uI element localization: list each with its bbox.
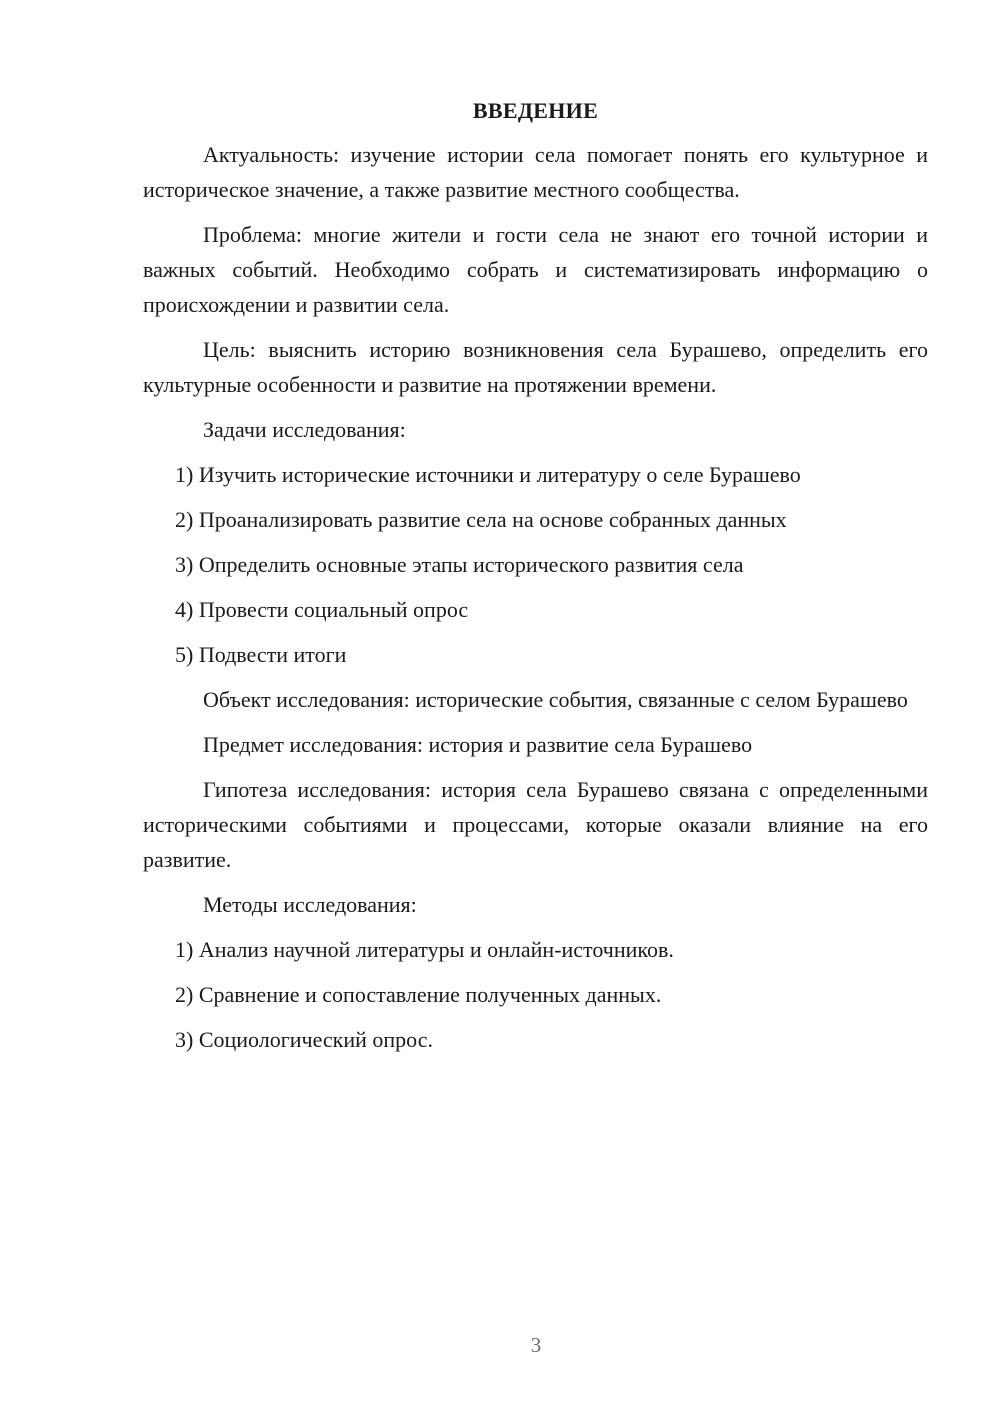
goal-paragraph: Цель: выяснить историю возникновения села Бурашево, определить его культурные особенности и развитие на протяжении времени. — [143, 337, 928, 397]
list-item: 3) Определить основные этапы исторического развития села — [175, 552, 744, 577]
tasks-list — [143, 457, 928, 672]
problem-paragraph: Проблема: многие жители и гости села не знают его точной истории и важных событий. Необходимо собрать и систематизировать информацию о происхождении и развитии села. — [143, 222, 928, 317]
list-item: 1) Изучить исторические источники и литературу о селе Бурашево — [175, 462, 801, 487]
list-item: 3) Социологический опрос. — [175, 1027, 433, 1052]
section-title: ВВЕДЕНИЕ — [472, 98, 599, 123]
list-item: 2) Проанализировать развитие села на основе собранных данных — [175, 507, 787, 532]
relevance-paragraph: Актуальность: изучение истории села помогает понять его культурное и историческое значение, а также развитие местного сообщества. — [143, 142, 928, 202]
methods-list — [143, 932, 928, 1057]
methods-heading: Методы исследования: — [203, 892, 417, 917]
list-item: 5) Подвести итоги — [175, 642, 347, 667]
document-page — [143, 95, 928, 1067]
list-item: 2) Сравнение и сопоставление полученных данных. — [175, 982, 662, 1007]
hypothesis-paragraph: Гипотеза исследования: история села Бурашево связана с определенными историческими событиями и процессами, которые оказали влияние на его развитие. — [143, 777, 928, 872]
list-item: 4) Провести социальный опрос — [175, 597, 469, 622]
page-number: 3 — [530, 1333, 542, 1357]
list-item: 1) Анализ научной литературы и онлайн-источников. — [175, 937, 674, 962]
object-paragraph: Объект исследования: исторические события, связанные с селом Бурашево — [203, 687, 908, 712]
tasks-heading: Задачи исследования: — [203, 417, 406, 442]
subject-paragraph: Предмет исследования: история и развитие села Бурашево — [203, 732, 753, 757]
